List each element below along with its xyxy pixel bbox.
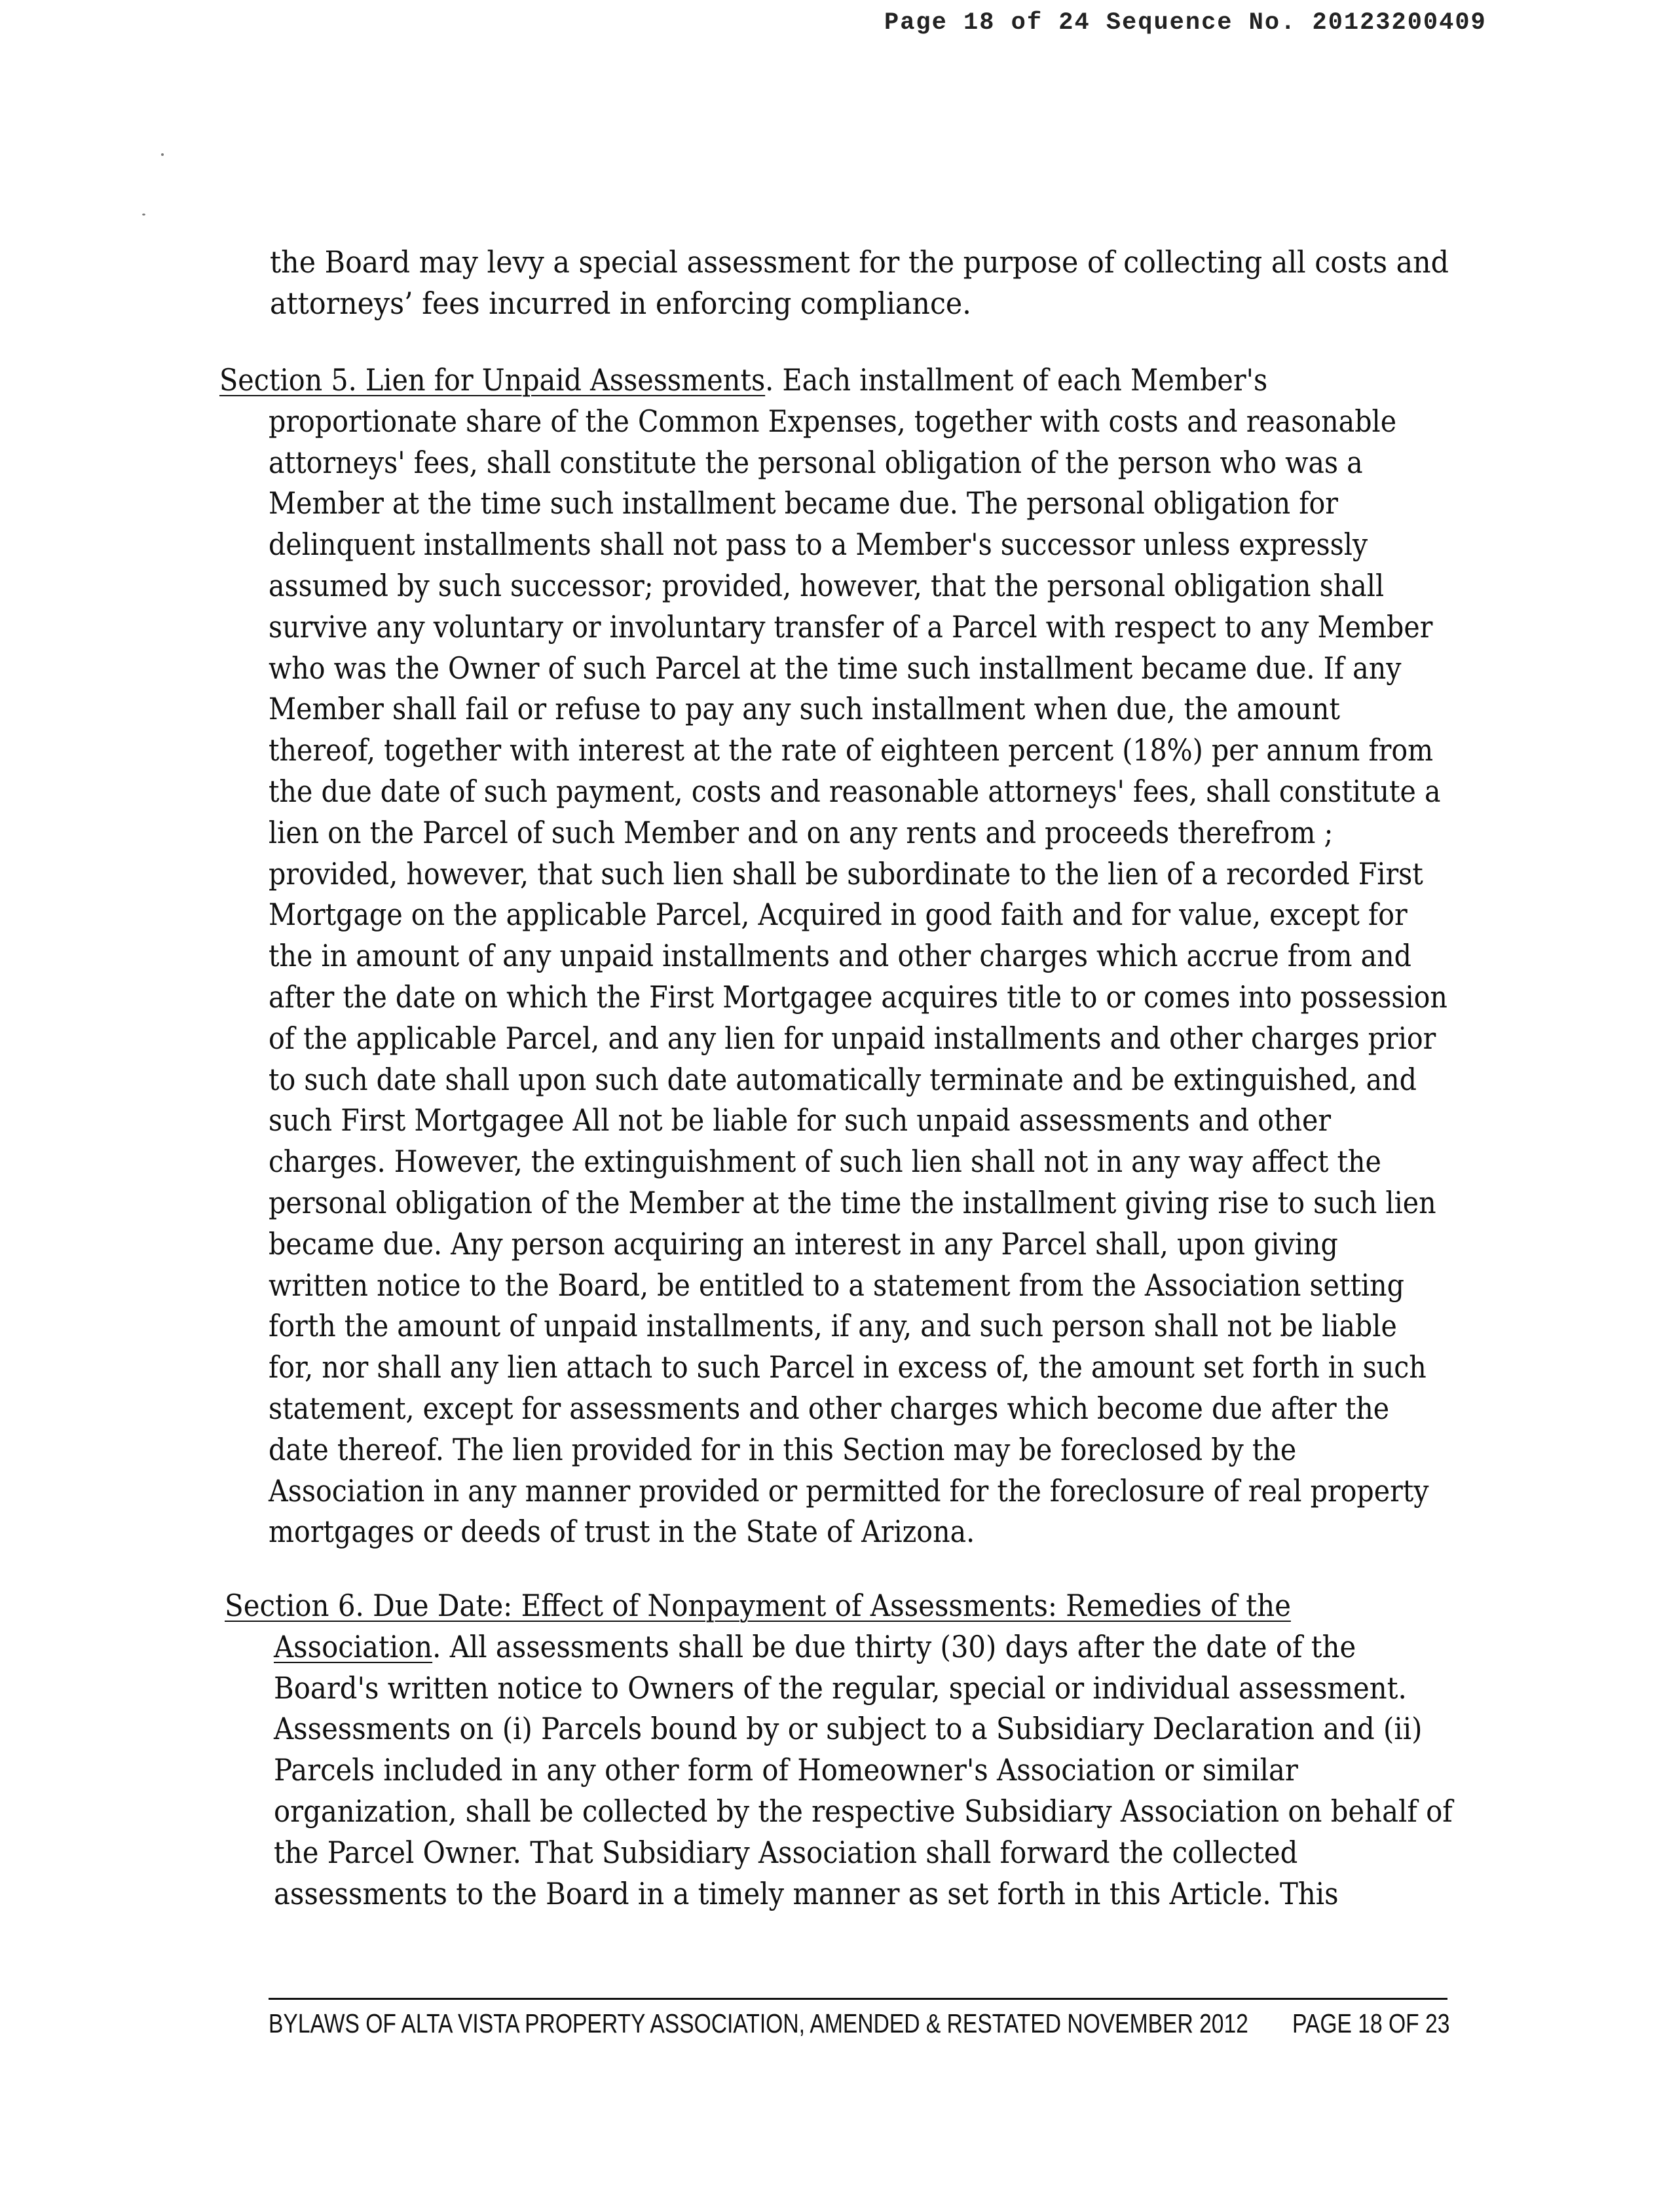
sequence-stamp: Page 18 of 24 Sequence No. 20123200409 (884, 9, 1487, 37)
text-line: forth the amount of unpaid installments, if any, and such person shall not be liable (269, 1309, 1397, 1344)
footer-page-label: PAGE 18 OF 23 (1292, 2008, 1450, 2038)
text-line: after the date on which the First Mortgagee acquires title to or comes into possession (269, 979, 1447, 1015)
text-line: Mortgage on the applicable Parcel, Acquired in good faith and for value, except for (269, 897, 1408, 933)
text-line: assessments to the Board in a timely manner as set forth in this Article. This (274, 1876, 1339, 1911)
text-line: thereof, together with interest at the rate of eighteen percent (18%) per annum from (269, 733, 1434, 768)
section-5-heading: Section 5. Lien for Unpaid Assessments (219, 363, 766, 398)
text-line: survive any voluntary or involuntary transfer of a Parcel with respect to any Member (269, 609, 1433, 645)
text-line: such First Mortgagee All not be liable for such unpaid assessments and other (269, 1103, 1332, 1138)
text-line: the in amount of any unpaid installments and other charges which accrue from and (269, 939, 1412, 974)
intro-paragraph (270, 242, 1524, 325)
text-fragment: . All assessments shall be due thirty (30) days after the date of the (432, 1629, 1356, 1664)
text-line: written notice to the Board, be entitled to a statement from the Association setting (269, 1267, 1405, 1303)
text-line: to such date shall upon such date automatically terminate and be extinguished, and (269, 1062, 1417, 1097)
footer-document-title: BYLAWS OF ALTA VISTA PROPERTY ASSOCIATION, AMENDED & RESTATED NOVEMBER 2012 (269, 2008, 1248, 2038)
footer-divider (269, 1998, 1447, 2000)
text-line: the Board may levy a special assessment for the purpose of collecting all costs and (270, 245, 1449, 280)
text-line: charges. However, the extinguishment of such lien shall not in any way affect the (269, 1144, 1381, 1180)
text-fragment: . Each installment of each Member's (765, 363, 1268, 398)
text-line: attorneys’ fees incurred in enforcing compliance. (270, 286, 971, 321)
text-line: Association in any manner provided or permitted for the foreclosure of real property (269, 1473, 1429, 1509)
section-6-heading-continued: Association (274, 1629, 433, 1664)
text-line: Assessments on (i) Parcels bound by or subject to a Subsidiary Declaration and (ii) (274, 1712, 1423, 1747)
text-line: Parcels included in any other form of Homeowner's Association or similar (274, 1753, 1298, 1788)
section-5-first-line (219, 360, 1447, 402)
text-line: delinquent installments shall not pass to a Member's successor unless expressly (269, 527, 1368, 563)
text-line: Board's written notice to Owners of the regular, special or individual assessment. (274, 1670, 1407, 1706)
text-line: who was the Owner of such Parcel at the time such installment became due. If any (269, 650, 1402, 686)
text-line: personal obligation of the Member at the time the installment giving rise to such lien (269, 1185, 1436, 1220)
text-line: assumed by such successor; provided, however, that the personal obligation shall (269, 568, 1385, 603)
text-line: for, nor shall any lien attach to such Parcel in excess of, the amount set forth in such (269, 1350, 1427, 1385)
text-line: became due. Any person acquiring an interest in any Parcel shall, upon giving (269, 1226, 1338, 1262)
section-6-second-line (274, 1627, 1453, 1668)
text-line: provided, however, that such lien shall be subordinate to the lien of a recorded First (269, 856, 1423, 891)
scan-speck (161, 153, 164, 156)
text-line: attorneys' fees, shall constitute the personal obligation of the person who was a (269, 445, 1363, 480)
section-5-paragraph (219, 360, 1572, 1553)
text-line: mortgages or deeds of trust in the State of Arizona. (269, 1514, 975, 1550)
section-6-first-line (225, 1586, 1453, 1627)
section-6-paragraph (225, 1586, 1558, 1915)
text-line: date thereof. The lien provided for in this Section may be foreclosed by the (269, 1432, 1297, 1467)
text-line: the Parcel Owner. That Subsidiary Association shall forward the collected (274, 1835, 1298, 1870)
text-line: proportionate share of the Common Expenses, together with costs and reasonable (269, 403, 1397, 439)
text-line: Member at the time such installment became due. The personal obligation for (269, 486, 1338, 521)
text-line: lien on the Parcel of such Member and on any rents and proceeds therefrom ; (269, 815, 1334, 850)
section-6-heading: Section 6. Due Date: Effect of Nonpayment of Assessments: Remedies of the (225, 1588, 1291, 1623)
text-line: organization, shall be collected by the respective Subsidiary Association on behalf of (274, 1793, 1453, 1829)
text-line: of the applicable Parcel, and any lien for unpaid installments and other charges prior (269, 1021, 1436, 1056)
text-line: Member shall fail or refuse to pay any such installment when due, the amount (269, 692, 1340, 727)
text-line: statement, except for assessments and other charges which become due after the (269, 1391, 1390, 1426)
scan-speck (142, 214, 145, 216)
text-line: the due date of such payment, costs and reasonable attorneys' fees, shall constitute a (269, 774, 1441, 809)
